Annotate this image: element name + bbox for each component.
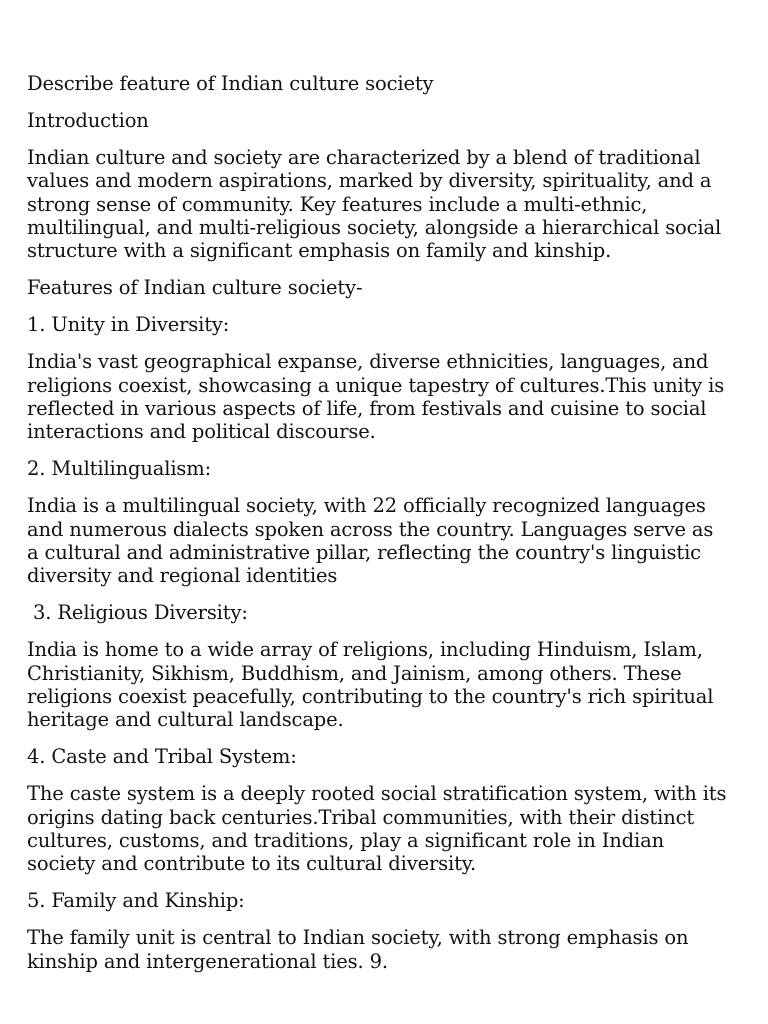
- features-heading: Features of Indian culture society-: [27, 276, 363, 300]
- section-heading-caste-tribal: 4. Caste and Tribal System:: [27, 745, 297, 769]
- section-text-religious-diversity: India is home to a wide array of religions, including Hinduism, Islam, Christianity, Sikhism, Buddhism, and Jainism, among others. These religions coexist peacefully, contributing to the country's rich spiritual heritage and cultural landscape.: [27, 638, 714, 732]
- section-heading-religious-diversity: 3. Religious Diversity:: [27, 601, 248, 625]
- section-text-family-kinship: The family unit is central to Indian society, with strong emphasis on kinship and intergenerational ties. 9.: [27, 926, 689, 973]
- intro-heading: Introduction: [27, 108, 149, 132]
- intro-paragraph: Indian culture and society are characterized by a blend of traditional values and modern aspirations, marked by diversity, spirituality, and a strong sense of community. Key features include a multi-ethnic, multilingual, and multi-religious society, alongside a hierarchical social structure with a significant emphasis on family and kinship.: [27, 145, 722, 263]
- section-heading-unity: 1. Unity in Diversity:: [27, 313, 230, 337]
- section-text-multilingualism: India is a multilingual society, with 22 officially recognized languages and numerous dialects spoken across the country. Languages serve as a cultural and administrative pillar, reflecting the country's linguistic diversity and regional identities: [27, 494, 714, 588]
- section-heading-multilingualism: 2. Multilingualism:: [27, 457, 212, 481]
- section-text-unity: India's vast geographical expanse, diverse ethnicities, languages, and religions coexist, showcasing a unique tapestry of cultures.This unity is reflected in various aspects of life, from festivals and cuisine to social interactions and political discourse.: [27, 350, 725, 444]
- section-text-caste-tribal: The caste system is a deeply rooted social stratification system, with its origins dating back centuries.Tribal communities, with their distinct cultures, customs, and traditions, play a significant role in Indian society and contribute to its cultural diversity.: [27, 782, 727, 876]
- document-title: Describe feature of Indian culture society: [27, 72, 434, 95]
- document-body: [27, 72, 727, 987]
- section-heading-family-kinship: 5. Family and Kinship:: [27, 889, 245, 913]
